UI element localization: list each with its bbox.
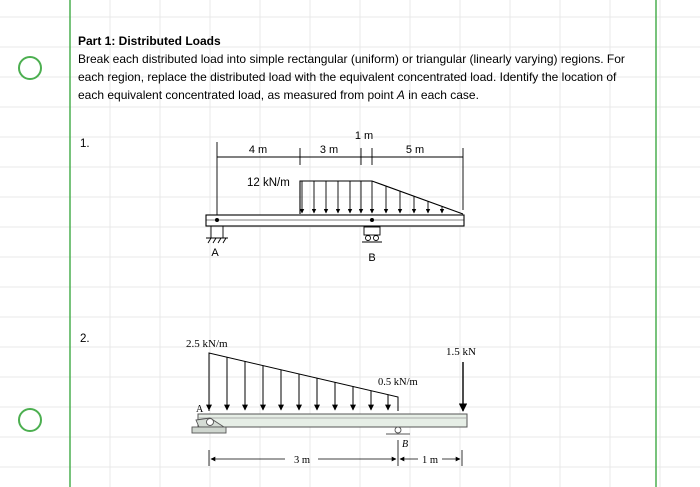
dim-3m-label: 3 m bbox=[319, 144, 339, 156]
dim-5m-label: 5 m bbox=[405, 144, 425, 156]
dim-1m-label: 1 m bbox=[354, 130, 374, 142]
section-heading: Part 1: Distributed Loads bbox=[78, 34, 221, 48]
dim-1m-2-label: 1 m bbox=[421, 455, 439, 466]
support-a-label: A bbox=[211, 247, 219, 259]
support-b-label: B bbox=[368, 252, 376, 264]
dim-3m-2-label: 3 m bbox=[293, 455, 311, 466]
point-load-label: 1.5 kN bbox=[446, 346, 476, 358]
load-left-label: 2.5 kN/m bbox=[186, 338, 228, 350]
support-b2-label: B bbox=[402, 439, 409, 450]
load-12-label: 12 kN/m bbox=[247, 177, 290, 189]
support-a2-label: A bbox=[196, 404, 204, 415]
problem-number-1: 1. bbox=[80, 138, 90, 150]
load-right-label: 0.5 kN/m bbox=[378, 377, 418, 388]
problem-number-2: 2. bbox=[80, 333, 90, 345]
instructions: Break each distributed load into simple rectangular (uniform) or triangular (linearly varying) regions. For each region, replace the distributed load with the equivalent concentrated load. Identify the location of each equivalent concentrated load, as measured from point A in each case. bbox=[78, 52, 625, 102]
dim-4m-label: 4 m bbox=[248, 144, 268, 156]
